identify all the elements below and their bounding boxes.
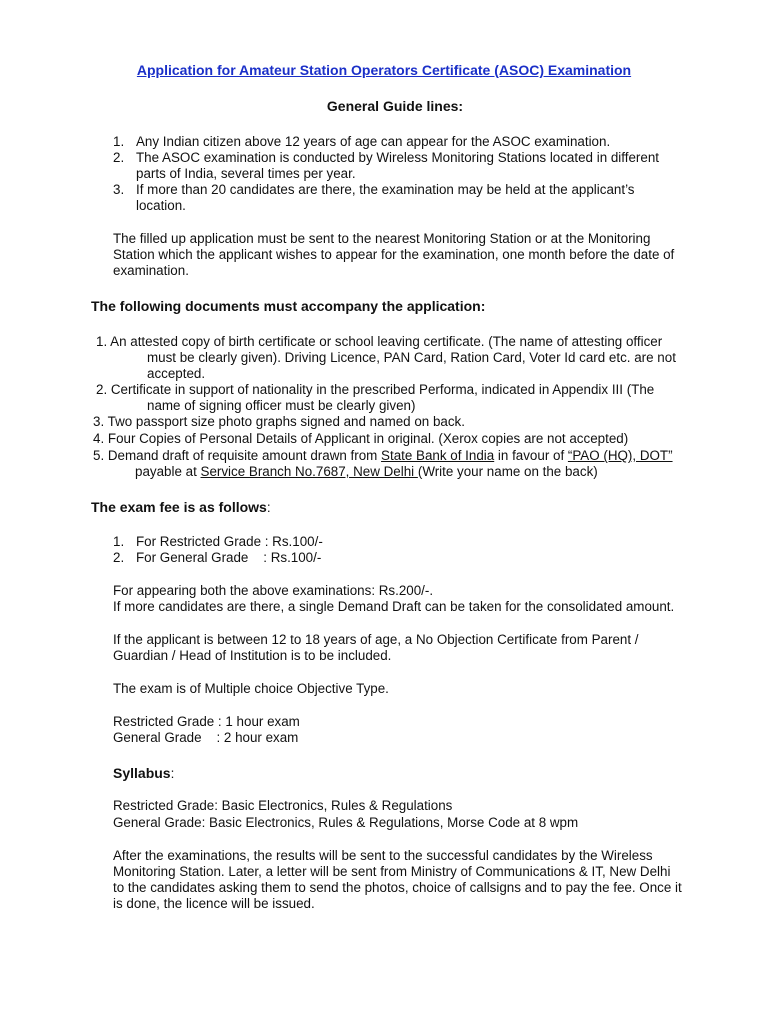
syllabus-restricted: Restricted Grade: Basic Electronics, Rules & Regulations [113, 798, 453, 813]
noc-text: Guardian / Head of Institution is to be included. [113, 648, 392, 663]
list-item: 4. Four Copies of Personal Details of Applicant in original. (Xerox copies are not accepted) [93, 431, 629, 446]
list-number: 3. [113, 182, 125, 197]
syllabus-general: General Grade: Basic Electronics, Rules & Regulations, Morse Code at 8 wpm [113, 815, 579, 830]
list-item-continuation [135, 464, 598, 480]
list-item: 3. Two passport size photo graphs signed and named on back. [93, 414, 465, 429]
general-duration: General Grade : 2 hour exam [113, 730, 299, 745]
guidelines-heading: General Guide lines: [326, 98, 464, 114]
list-item-continuation: location. [136, 198, 186, 213]
list-item: If more than 20 candidates are there, the examination may be held at the applicant’s [136, 182, 635, 197]
paragraph-line: examination. [113, 263, 189, 278]
list-item: Any Indian citizen above 12 years of age can appear for the ASOC examination. [136, 134, 611, 149]
paragraph-line: to the candidates asking them to send the photos, choice of callsigns and to pay the fee. Once it [113, 880, 682, 895]
fees-heading [91, 499, 271, 516]
list-item-text: in favour of [494, 448, 568, 463]
combined-fee-text: For appearing both the above examinations: Rs.200/-. [113, 583, 434, 598]
payee-name: “PAO (HQ), DOT” [567, 448, 673, 463]
paragraph-line: is done, the licence will be issued. [113, 896, 315, 911]
list-item-text: (Write your name on the back) [417, 464, 598, 479]
list-number: 2. [113, 550, 125, 565]
restricted-duration: Restricted Grade : 1 hour exam [113, 714, 300, 729]
list-item-continuation: must be clearly given). Driving Licence, PAN Card, Ration Card, Voter Id card etc. are not [147, 350, 676, 365]
list-item [93, 448, 673, 464]
list-number: 1. [113, 534, 125, 549]
paragraph-line: The filled up application must be sent to the nearest Monitoring Station or at the Monitoring [113, 231, 651, 246]
list-item: 1. An attested copy of birth certificate or school leaving certificate. (The name of attesting officer [96, 334, 663, 349]
list-item: The ASOC examination is conducted by Wireless Monitoring Stations located in different [136, 150, 659, 165]
syllabus-heading-text: Syllabus [113, 765, 171, 781]
fees-heading-text: The exam fee is as follows [91, 499, 267, 515]
list-item: For General Grade : Rs.100/- [136, 550, 322, 565]
list-item-continuation: parts of India, several times per year. [136, 166, 356, 181]
list-item-text: payable at [135, 464, 201, 479]
list-item: For Restricted Grade : Rs.100/- [136, 534, 323, 549]
list-item-continuation: accepted. [147, 366, 206, 381]
syllabus-heading-colon: : [170, 766, 175, 781]
demand-draft-text: If more candidates are there, a single Demand Draft can be taken for the consolidated amount. [113, 599, 675, 614]
paragraph-line: Station which the applicant wishes to appear for the examination, one month before the date of [113, 247, 675, 262]
document-title: Application for Amateur Station Operators Certificate (ASOC) Examination [136, 62, 632, 78]
noc-text: If the applicant is between 12 to 18 years of age, a No Objection Certificate from Parent / [113, 632, 639, 647]
branch-name: Service Branch No.7687, New Delhi [200, 464, 418, 479]
syllabus-heading [113, 765, 174, 782]
fees-heading-colon: : [266, 500, 271, 515]
documents-heading: The following documents must accompany the application: [91, 298, 486, 314]
list-number: 2. [113, 150, 125, 165]
list-item-continuation: name of signing officer must be clearly given) [147, 398, 416, 413]
paragraph-line: Monitoring Station. Later, a letter will be sent from Ministry of Communications & IT, New Delhi [113, 864, 671, 879]
exam-type-text: The exam is of Multiple choice Objective Type. [113, 681, 389, 696]
paragraph-line: After the examinations, the results will be sent to the successful candidates by the Wireless [113, 848, 653, 863]
list-number: 1. [113, 134, 125, 149]
list-item-text: 5. Demand draft of requisite amount drawn from [93, 448, 382, 463]
bank-name: State Bank of India [381, 448, 495, 463]
list-item: 2. Certificate in support of nationality in the prescribed Performa, indicated in Appendix III (The [96, 382, 655, 397]
